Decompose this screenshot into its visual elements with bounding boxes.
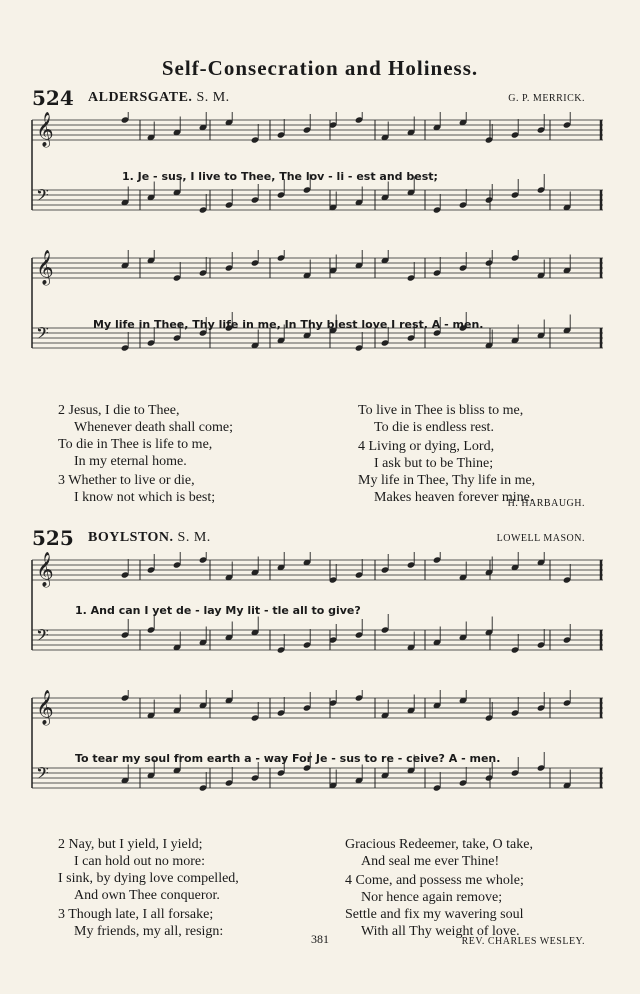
verse-line: And own Thee conqueror. (74, 888, 220, 903)
verse-line: My friends, my all, resign: (74, 924, 224, 939)
bass-clef-icon: 𝄢 (36, 763, 49, 787)
bass-clef-icon: 𝄢 (36, 323, 49, 347)
verse-line: And seal me ever Thine! (361, 854, 500, 869)
verse-line: To die is endless rest. (374, 420, 494, 435)
tune-meter: S. M. (177, 530, 211, 545)
music-system-525-2 (30, 690, 605, 800)
verses-left (58, 402, 233, 506)
composer: LOWELL MASON. (496, 533, 585, 544)
verses-right (345, 836, 533, 940)
verse-line: 3 Whether to live or die, (58, 473, 195, 488)
verse-line: To die in Thee is life to me, (58, 437, 213, 452)
composer: G. P. MERRICK. (508, 93, 585, 104)
verse-line: Settle and fix my wavering soul (345, 907, 524, 922)
tune-name: BOYLSTON. (88, 530, 174, 545)
verse-line: Nor hence again remove; (361, 890, 503, 905)
verses-right (358, 402, 535, 506)
section-title: Self-Consecration and Holiness. (161, 56, 479, 80)
bass-clef-icon: 𝄢 (36, 625, 49, 649)
verse-line: Whenever death shall come; (74, 420, 233, 435)
hymn-number: 524 (32, 86, 74, 110)
lyric-line: To tear my soul from earth a - way For Je - sus to re - ceive? A - men. (75, 752, 501, 765)
verse-line: Makes heaven forever mine. (374, 490, 534, 505)
tune-name: ALDERSGATE. (88, 90, 193, 105)
verses-left (58, 836, 239, 940)
lyric-line: My life in Thee, Thy life in me, In Thy blest love I rest. A - men. (93, 318, 484, 331)
verse-line: Gracious Redeemer, take, O take, (345, 837, 533, 852)
verse-line: 4 Living or dying, Lord, (358, 439, 495, 454)
author: REV. CHARLES WESLEY. (461, 936, 585, 947)
music-system-524-1 (30, 112, 605, 222)
tune-meter: S. M. (196, 90, 230, 105)
treble-clef-icon: 𝄞 (36, 112, 54, 147)
verse-line: To live in Thee is bliss to me, (358, 403, 524, 418)
music-system-524-2 (30, 250, 605, 360)
author: H. HARBAUGH. (507, 498, 585, 509)
verse-line: 2 Nay, but I yield, I yield; (58, 837, 203, 852)
verse-line: 4 Come, and possess me whole; (345, 873, 524, 888)
hymn-number: 525 (32, 526, 74, 550)
verse-line: My life in Thee, Thy life in me, (358, 473, 536, 488)
verse-line: With all Thy weight of love. (361, 924, 520, 939)
bass-clef-icon: 𝄢 (36, 185, 49, 209)
treble-clef-icon: 𝄞 (36, 552, 54, 587)
verse-line: I sink, by dying love compelled, (58, 871, 239, 886)
verse-line: I ask but to be Thine; (374, 456, 494, 471)
verse-line: 3 Though late, I all forsake; (58, 907, 214, 922)
verse-line: In my eternal home. (74, 454, 187, 469)
verse-line: 2 Jesus, I die to Thee, (58, 403, 180, 418)
verse-line: I know not which is best; (74, 490, 216, 505)
tune-header (88, 90, 230, 106)
lyric-line: 1. Je - sus, I live to Thee, The lov - li - est and best; (122, 170, 438, 183)
treble-clef-icon: 𝄞 (36, 690, 54, 725)
page-number: 381 (311, 932, 329, 946)
treble-clef-icon: 𝄞 (36, 250, 54, 285)
lyric-line: 1. And can I yet de - lay My lit - tle all to give? (75, 604, 361, 617)
tune-header (88, 530, 211, 546)
verse-line: I can hold out no more: (74, 854, 206, 869)
